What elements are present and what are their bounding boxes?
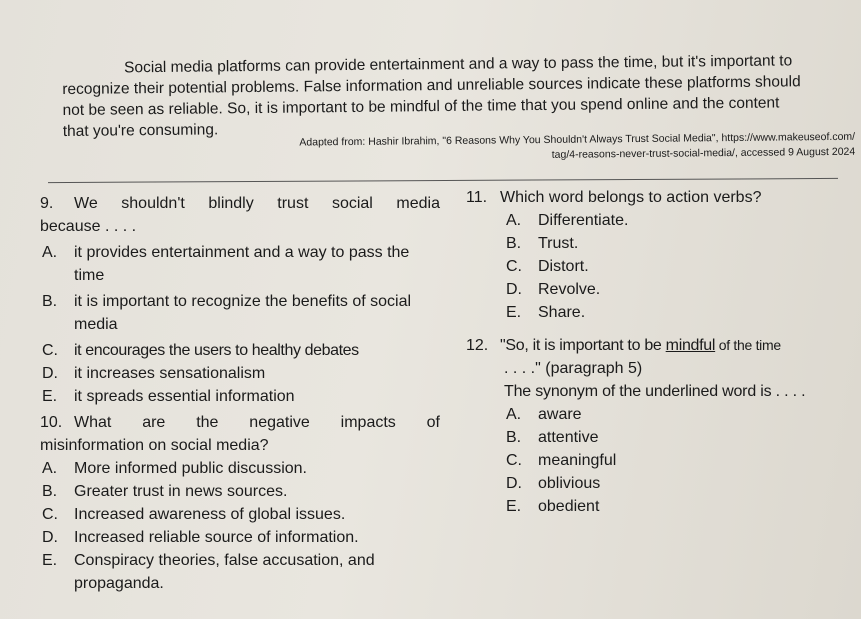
- option-letter: B.: [42, 483, 58, 500]
- question-stem: We shouldn't blindly trust social media: [74, 195, 440, 212]
- question-11: [466, 186, 856, 324]
- question-number: 9.: [40, 195, 54, 212]
- stem-after: of the time: [715, 337, 781, 353]
- option-a[interactable]: [504, 403, 856, 426]
- option-text: Increased reliable source of information.: [74, 529, 359, 546]
- question-9: [40, 192, 440, 408]
- option-e[interactable]: [40, 385, 440, 408]
- option-letter: E.: [506, 304, 522, 321]
- option-e[interactable]: [40, 549, 440, 595]
- question-number: 11.: [466, 189, 488, 206]
- option-text: Trust.: [538, 235, 579, 252]
- option-text: meaningful: [538, 452, 617, 469]
- option-letter: A.: [506, 406, 522, 423]
- question-number: 10.: [40, 414, 63, 431]
- question-stem-cont: misinformation on social media?: [40, 437, 269, 454]
- option-b[interactable]: [504, 426, 856, 449]
- option-e[interactable]: [504, 301, 856, 324]
- option-letter: A.: [42, 244, 58, 261]
- option-c[interactable]: [504, 255, 856, 278]
- option-text: it increases sensationalism: [74, 365, 266, 382]
- option-a[interactable]: [40, 241, 440, 287]
- stem-before: "So, it is important to be: [500, 337, 666, 354]
- section-divider: [48, 178, 838, 183]
- option-text: Revolve.: [538, 281, 601, 298]
- option-letter: B.: [506, 235, 522, 252]
- option-e[interactable]: [504, 495, 856, 518]
- source-line: Adapted from: Hashir Ibrahim, "6 Reasons Why You Shouldn't Always Trust Social Media", https://www.makeuseof.com/: [299, 130, 856, 149]
- left-column: [40, 192, 440, 595]
- option-d[interactable]: [504, 278, 856, 301]
- option-letter: D.: [42, 365, 58, 382]
- option-letter: D.: [42, 529, 58, 546]
- option-text: More informed public discussion.: [74, 460, 307, 477]
- option-text: it encourages the users to healthy debates: [74, 342, 359, 359]
- right-column: [466, 186, 856, 518]
- option-text: it provides entertainment and a way to pass the time: [74, 244, 410, 284]
- underlined-word: mindful: [665, 337, 716, 354]
- option-text: aware: [538, 406, 582, 423]
- option-letter: D.: [506, 281, 522, 298]
- option-c[interactable]: [504, 449, 856, 472]
- option-text: Greater trust in news sources.: [74, 483, 288, 500]
- option-text: Increased awareness of global issues.: [74, 506, 346, 523]
- option-text: oblivious: [538, 475, 601, 492]
- option-text: Share.: [538, 304, 586, 321]
- option-text: Conspiracy theories, false accusation, and propaganda.: [74, 552, 375, 592]
- option-b[interactable]: [504, 232, 856, 255]
- question-stem-cont: because . . . .: [40, 218, 137, 235]
- option-letter: E.: [42, 388, 58, 405]
- option-letter: C.: [506, 258, 522, 275]
- question-stem: Which word belongs to action verbs?: [500, 189, 762, 206]
- question-stem-cont: . . . ." (paragraph 5): [504, 360, 643, 377]
- option-c[interactable]: [40, 339, 440, 362]
- option-letter: C.: [506, 452, 522, 469]
- option-d[interactable]: [40, 526, 440, 549]
- question-12: [466, 334, 856, 518]
- intro-paragraph: [62, 50, 858, 142]
- option-b[interactable]: [40, 480, 440, 503]
- option-letter: B.: [42, 293, 58, 310]
- option-a[interactable]: [40, 457, 440, 480]
- option-text: it spreads essential information: [74, 388, 295, 405]
- source-line: tag/4-reasons-never-trust-social-media/, accessed 9 August 2024: [551, 145, 856, 161]
- option-letter: A.: [42, 460, 58, 477]
- option-d[interactable]: [504, 472, 856, 495]
- option-text: it is important to recognize the benefits of social media: [74, 293, 412, 333]
- option-text: Differentiate.: [538, 212, 629, 229]
- option-letter: B.: [506, 429, 522, 446]
- option-a[interactable]: [504, 209, 856, 232]
- option-d[interactable]: [40, 362, 440, 385]
- question-number: 12.: [466, 337, 489, 354]
- question-10: [40, 411, 440, 595]
- option-c[interactable]: [40, 503, 440, 526]
- option-letter: E.: [506, 498, 522, 515]
- option-text: attentive: [538, 429, 599, 446]
- option-text: obedient: [538, 498, 600, 515]
- option-letter: D.: [506, 475, 522, 492]
- option-text: Distort.: [538, 258, 589, 275]
- option-b[interactable]: [40, 290, 440, 336]
- question-stem-cont: The synonym of the underlined word is . . . .: [504, 383, 806, 400]
- option-letter: A.: [506, 212, 522, 229]
- question-stem: What are the negative impacts of: [74, 414, 440, 431]
- option-letter: E.: [42, 552, 58, 569]
- intro-line: that you're consuming.: [62, 121, 219, 140]
- intro-line: Social media platforms can provide entertainment and a way to pass the time, but it's important to: [124, 52, 793, 77]
- option-letter: C.: [42, 506, 58, 523]
- intro-line: recognize their potential problems. False information and unreliable sources indicate these platforms should: [62, 73, 801, 98]
- option-letter: C.: [42, 342, 58, 359]
- question-stem: [500, 334, 856, 357]
- intro-line: not be seen as reliable. So, it is important to be mindful of the time that you spend online and the content: [62, 94, 780, 119]
- source-citation: [255, 130, 855, 166]
